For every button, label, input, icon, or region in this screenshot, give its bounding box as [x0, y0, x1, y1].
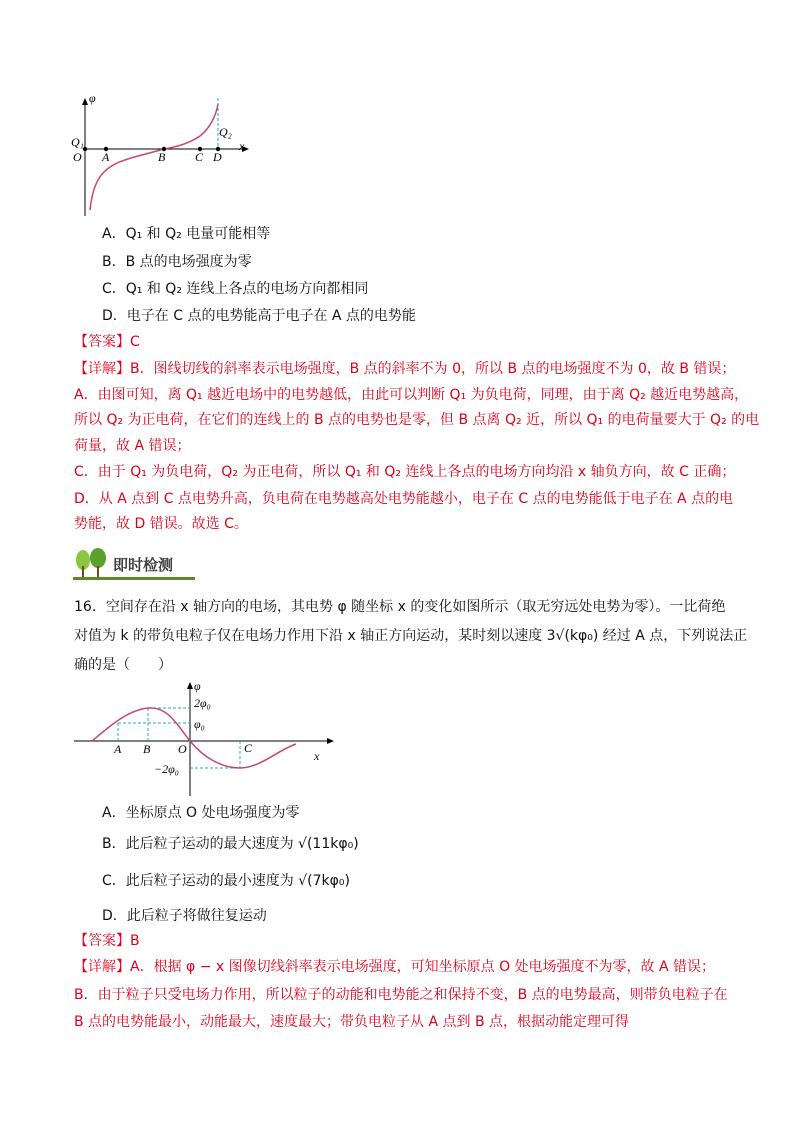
q15-explain-1: 【详解】B．图线切线的斜率表示电场强度，B 点的斜率不为 0，所以 B 点的电场强度不为 0，故 B 错误； — [74, 361, 736, 377]
label-d: D — [213, 150, 222, 164]
section-title: 即时检测 — [113, 556, 174, 574]
q16-option-a: A．坐标原点 O 处电场强度为零 — [102, 805, 300, 821]
tree-icon — [73, 548, 115, 580]
label-phi: φ — [89, 92, 96, 105]
q15-option-b: B．B 点的电场强度为零 — [102, 254, 252, 270]
label-x: x — [239, 139, 245, 153]
q16-option-c: C．此后粒子运动的最小速度为 √(7kφ₀) — [102, 873, 350, 889]
label-x2: x — [314, 749, 320, 763]
label-2phi0: 2φ₀ — [194, 696, 211, 710]
q16-answer: 【答案】B — [74, 933, 140, 949]
q16-explain-1: 【详解】A．根据 φ − x 图像切线斜率表示电场强度，可知坐标原点 O 处电场强度不为零，故 A 错误； — [74, 959, 716, 975]
label-neg2phi0: −2φ₀ — [154, 762, 179, 776]
section-underline — [73, 577, 195, 580]
q16-stem-1: 16．空间存在沿 x 轴方向的电场，其电势 φ 随坐标 x 的变化如图所示（取无穷远处电势为零）。一比荷绝 — [74, 599, 726, 615]
label-c: C — [195, 150, 204, 164]
label-a: A — [102, 150, 110, 164]
label-q2: Q₂ — [219, 125, 232, 139]
q15-option-a: A．Q₁ 和 Q₂ 电量可能相等 — [102, 226, 271, 242]
q16-stem-3: 确的是（ ） — [74, 657, 172, 673]
label-o2: O — [178, 742, 187, 756]
q15-option-d: D．电子在 C 点的电势能高于电子在 A 点的电势能 — [102, 308, 416, 324]
figure-q15-graph — [68, 92, 258, 218]
q15-explain-3: 所以 Q₂ 为正电荷，在它们的连线上的 B 点的电势也是零，但 B 点离 Q₂ 近，所以 Q₁ 的电荷量要大于 Q₂ 的电 — [74, 412, 760, 428]
q16-option-d: D．此后粒子将做往复运动 — [102, 908, 267, 924]
section-header — [73, 548, 195, 580]
figure-q16-graph — [70, 676, 340, 798]
label-o: O — [73, 150, 82, 164]
q16-explain-2: B．由于粒子只受电场力作用，所以粒子的动能和电势能之和保持不变，B 点的电势最高，则带负电粒子在 — [74, 987, 728, 1003]
q16-explain-3: B 点的电势能最小，动能最大，速度最大；带负电粒子从 A 点到 B 点，根据动能定理可得 — [74, 1014, 630, 1030]
label-c2: C — [244, 741, 253, 755]
q15-explain-7: 势能，故 D 错误。故选 C。 — [74, 516, 248, 532]
label-b: B — [158, 150, 166, 164]
q15-explain-4: 荷量，故 A 错误； — [74, 438, 191, 454]
label-a2: A — [114, 742, 122, 756]
q15-option-c: C．Q₁ 和 Q₂ 连线上各点的电场方向都相同 — [102, 281, 369, 297]
q16-stem-2: 对值为 k 的带负电粒子仅在电场力作用下沿 x 轴正方向运动，某时刻以速度 3√(kφ₀) 经过 A 点，下列说法正 — [74, 628, 748, 644]
label-phi0: φ₀ — [194, 717, 205, 731]
label-q1: Q₁ — [71, 135, 84, 149]
q15-explain-5: C．由于 Q₁ 为负电荷，Q₂ 为正电荷，所以 Q₁ 和 Q₂ 连线上各点的电场方向均沿 x 轴负方向，故 C 正确； — [74, 464, 736, 480]
q15-explain-2: A．由图可知，离 Q₁ 越近电场中的电势越低，由此可以判断 Q₁ 为负电荷，同理，由于离 Q₂ 越近电势越高， — [74, 387, 749, 403]
label-phi2: φ — [194, 679, 201, 693]
q16-option-b: B．此后粒子运动的最大速度为 √(11kφ₀) — [102, 836, 359, 852]
q15-answer: 【答案】C — [74, 334, 140, 350]
q15-explain-6: D．从 A 点到 C 点电势升高，负电荷在电势越高处电势能越小，电子在 C 点的电势能低于电子在 A 点的电 — [74, 491, 734, 507]
label-b2: B — [143, 742, 151, 756]
